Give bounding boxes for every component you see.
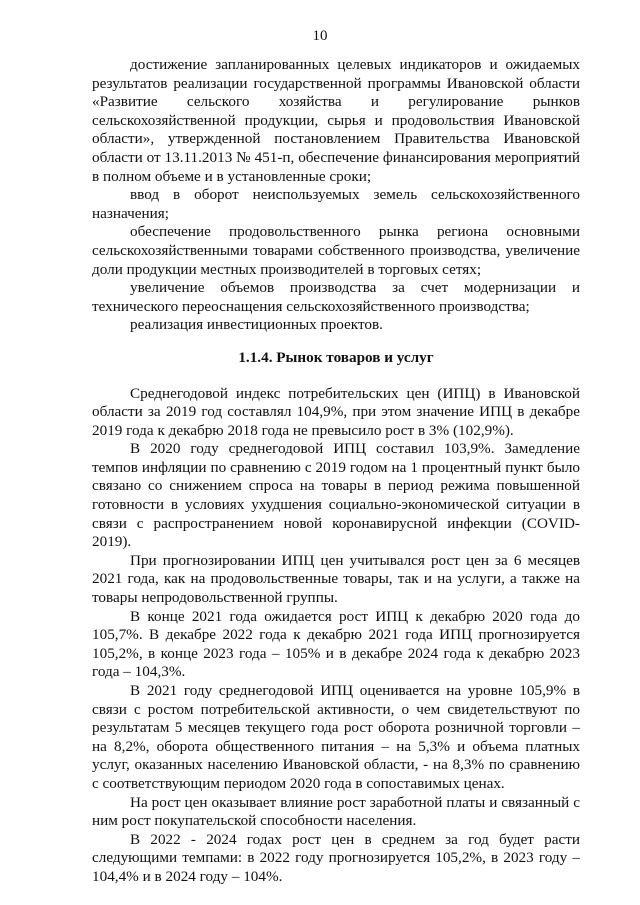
document-body [92, 56, 580, 887]
section-heading: 1.1.4. Рынок товаров и услуг [238, 348, 434, 366]
intro-paragraph-5: реализация инвестиционных проектов. [130, 316, 383, 334]
section-paragraph-1: Среднегодовой индекс потребительских цен (ИПЦ) в Ивановской области за 2019 год составлял 104,9%, при этом значение ИПЦ в декабре 2019 года к декабрю 2018 года не превысило рост в 3% (102,9%). [92, 384, 580, 439]
page-number: 10 [312, 28, 328, 44]
section-paragraph-7: В 2022 - 2024 годах рост цен в среднем за год будет расти следующими темпами: в 2022 году прогнозируется 105,2%, в 2023 году – 104,4% и в 2024 году – 104%. [92, 830, 580, 885]
intro-paragraph-2: ввод в оборот неиспользуемых земель сельскохозяйственного назначения; [92, 186, 580, 222]
section-paragraph-6: На рост цен оказывает влияние рост заработной платы и связанный с ним рост покупательской способности населения. [92, 793, 580, 830]
section-paragraph-2: В 2020 году среднегодовой ИПЦ составил 103,9%. Замедление темпов инфляции по сравнению с 2019 годом на 1 процентный пункт было связано со снижением спроса на товары в период режима повышенной готовности в условиях ухудшения социально-экономической ситуации в связи с распространением новой коронавирусной инфекции (COVID-2019). [92, 440, 580, 551]
section-paragraph-4: В конце 2021 года ожидается рост ИПЦ к декабрю 2020 года до 105,7%. В декабре 2022 года к декабрю 2021 года ИПЦ прогнозируется 105,2%, в конце 2023 года – 105% и в декабре 2024 года к декабрю 2023 года – 104,3%. [92, 607, 580, 681]
section-paragraph-5: В 2021 году среднегодовой ИПЦ оценивается на уровне 105,9% в связи с ростом потребительской активности, о чем свидетельствуют по результатам 5 месяцев текущего года рост оборота розничной торговли – на 8,2%, оборота общественного питания – на 5,3% и объема платных услуг, оказанных населению Ивановской области, - на 8,3% по сравнению с соответствующим периодом 2020 года в сопоставимых ценах. [92, 682, 580, 792]
intro-paragraph-1: достижение запланированных целевых индикаторов и ожидаемых результатов реализации государственной программы Ивановской области «Развитие сельского хозяйства и регулирование рынков сельскохозяйственной продукции, сырья и продовольствия Ивановской области», утвержденной постановлением Правительства Ивановской области от 13.11.2013 № 451-п, обеспечение финансирования мероприятий в полном объеме и в установленные сроки; [92, 56, 580, 185]
section-paragraph-3: При прогнозировании ИПЦ цен учитывался рост цен за 6 месяцев 2021 года, как на продовольственные товары, так и на услуги, а также на товары непродовольственной группы. [92, 551, 580, 607]
intro-paragraph-4: увеличение объемов производства за счет модернизации и технического переоснащения сельскохозяйственного производства; [92, 279, 580, 315]
intro-paragraph-3: обеспечение продовольственного рынка региона основными сельскохозяйственными товарами собственного производства, увеличение доли продукции местных производителей в торговых сетях; [92, 223, 580, 278]
